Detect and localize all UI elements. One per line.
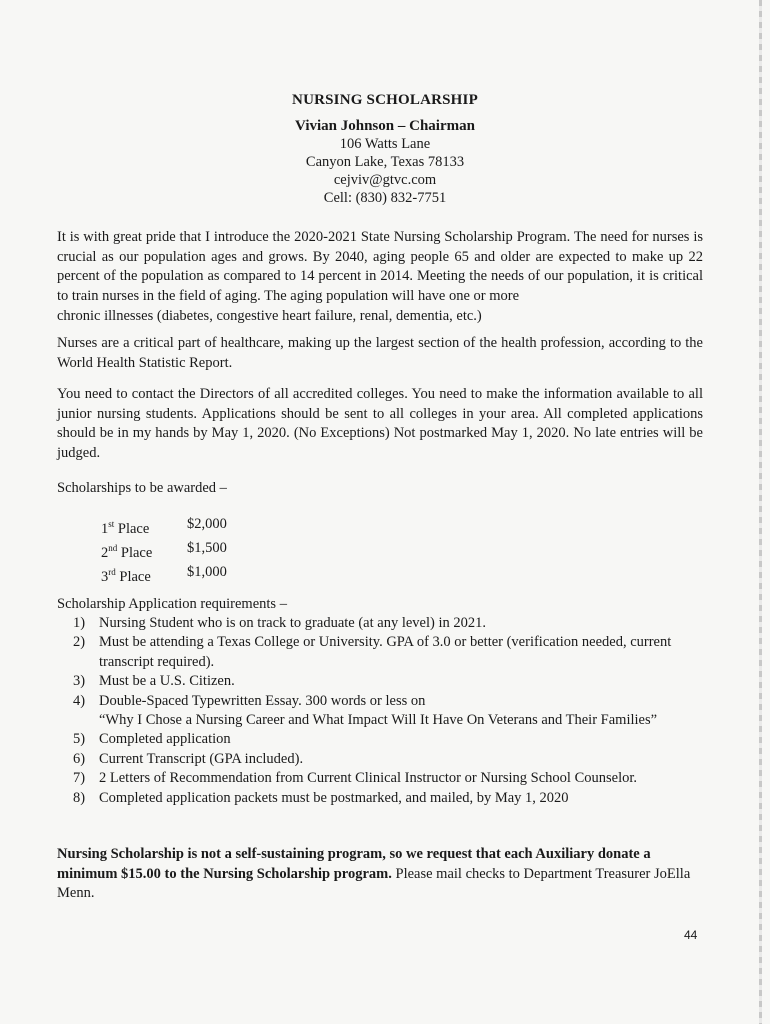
page-number: 44 — [684, 928, 698, 942]
award-place: 3rd Place — [101, 566, 151, 585]
cell-phone: Cell: (830) 832-7751 — [323, 190, 447, 206]
award-row — [101, 563, 267, 587]
list-item: 2) Must be attending a Texas College or University. GPA of 3.0 or better (verification needed, current transcript required). — [73, 634, 672, 670]
page-title: NURSING SCHOLARSHIP — [292, 92, 478, 108]
address-line-2: Canyon Lake, Texas 78133 — [305, 154, 465, 170]
list-item: 7) 2 Letters of Recommendation from Current Clinical Instructor or Nursing School Counselor. — [73, 770, 638, 787]
email: cejviv@gtvc.com — [333, 172, 437, 188]
list-item: 6) Current Transcript (GPA included). — [73, 750, 304, 767]
list-item: 4) Double-Spaced Typewritten Essay. 300 words or less on — [73, 692, 426, 709]
address-line-1: 106 Watts Lane — [339, 136, 431, 152]
list-item: 8) Completed application packets must be postmarked, and mailed, by May 1, 2020 — [73, 789, 569, 806]
awards-table — [101, 515, 267, 586]
intro-paragraph-continued: chronic illnesses (diabetes, congestive heart failure, renal, dementia, etc.) — [57, 308, 482, 324]
list-item: 1) Nursing Student who is on track to graduate (at any level) in 2021. — [73, 615, 486, 631]
award-place: 2nd Place — [101, 542, 153, 561]
award-amount: $1,000 — [187, 563, 227, 580]
chairman-name: Vivian Johnson – Chairman — [295, 118, 475, 134]
closing-paragraph — [57, 845, 707, 904]
award-amount: $1,500 — [187, 539, 227, 556]
requirements-list — [73, 614, 703, 808]
awards-heading: Scholarships to be awarded – — [57, 480, 227, 496]
closing-bold: Nursing Scholarship is not a self-sustaining program, so we request that each Auxiliary donate a minimum $15.00 to the Nursing Scholarship program. — [57, 846, 651, 882]
list-item: 3) Must be a U.S. Citizen. — [73, 673, 235, 690]
award-place: 1st Place — [101, 519, 150, 537]
award-amount: $2,000 — [187, 516, 227, 532]
award-row — [101, 515, 267, 539]
list-item: 5) Completed application — [73, 731, 231, 748]
instructions-paragraph: You need to contact the Directors of all accredited colleges. You need to make the information available to all junior nursing students. Applications should be sent to all colleges in your area. All completed applications should be in my hands by May 1, 2020. (No Exceptions) Not postmarked May 1, 2020. No late entries will be judged. — [57, 386, 703, 461]
essay-topic: “Why I Chose a Nursing Career and What Impact Will It Have On Veterans and Their Families” — [99, 712, 658, 729]
intro-paragraph: It is with great pride that I introduce the 2020-2021 State Nursing Scholarship Program. The need for nurses is crucial as our population ages and grows. By 2040, aging people 65 and older are expected to make up 22 percent of the population as compared to 14 percent in 2014. Meeting the needs of our population, it is critical to train nurses in the field of aging. The aging population will have one or more — [57, 229, 703, 304]
requirements-heading: Scholarship Application requirements – — [57, 596, 287, 612]
healthcare-paragraph: Nurses are a critical part of healthcare, making up the largest section of the health profession, according to the World Health Statistic Report. — [57, 335, 703, 371]
award-row — [101, 539, 267, 563]
closing-regular: Please mail checks to Department Treasurer JoElla Menn. — [57, 865, 691, 901]
letterhead — [0, 92, 770, 207]
